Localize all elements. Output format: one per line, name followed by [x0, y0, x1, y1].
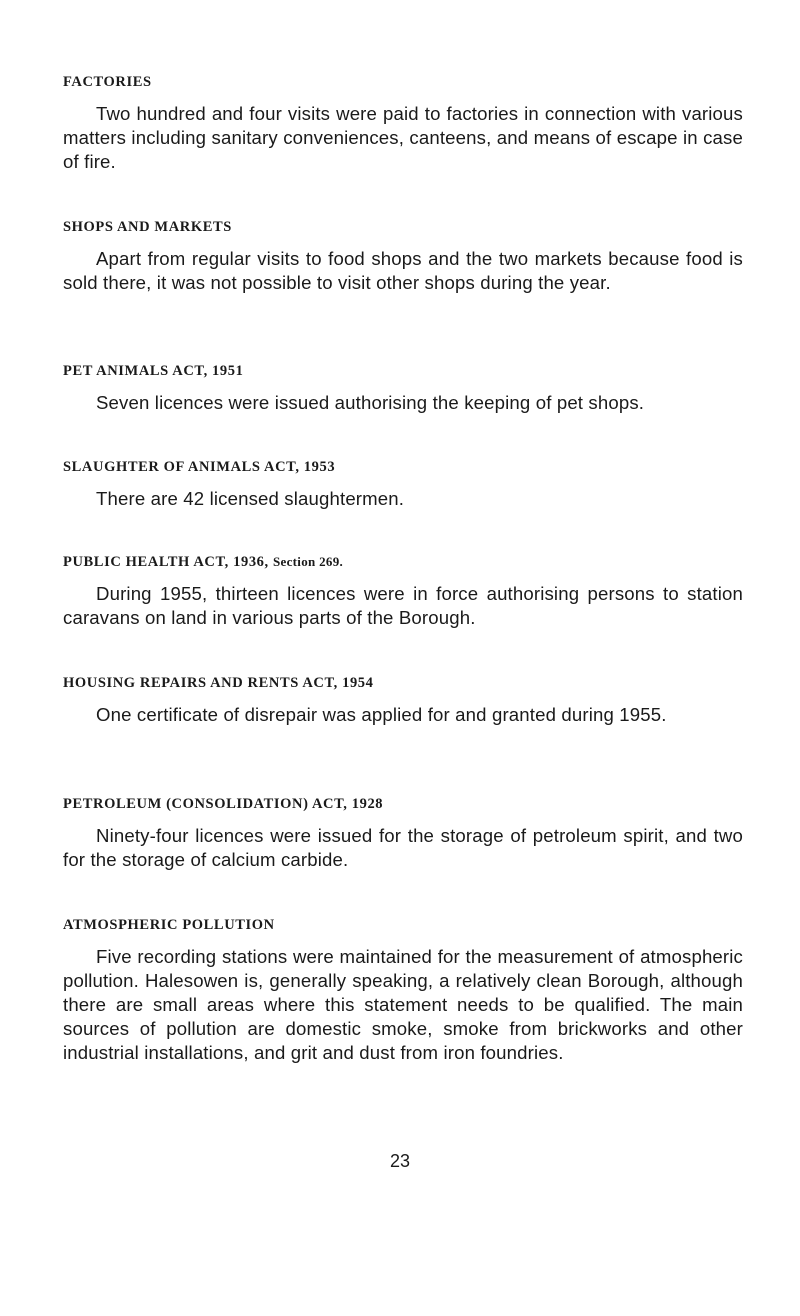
section-heading: SLAUGHTER OF ANIMALS ACT, 1953 [63, 459, 336, 475]
page-number: 23 [389, 1151, 411, 1171]
section-shops-and-markets [63, 218, 743, 295]
section-heading: FACTORIES [63, 74, 152, 90]
section-paragraph: Ninety-four licences were issued for the storage of petroleum spirit, and two for the storage of calcium carbide. [63, 825, 743, 870]
section-paragraph: Five recording stations were maintained for the measurement of atmospheric pollution. Halesowen is, generally speaking, a relatively clean Borough, although there are small areas where this statement needs to be qualified. The main sources of pollution are domestic smoke, smoke from brickworks and other industrial installations, and grit and dust from iron foundries. [63, 946, 743, 1063]
section-petroleum-consolidation-act [63, 795, 743, 872]
section-pet-animals-act [63, 362, 743, 415]
section-paragraph: There are 42 licensed slaughtermen. [96, 488, 405, 509]
section-heading: ATMOSPHERIC POLLUTION [63, 917, 275, 933]
section-heading [63, 553, 743, 571]
section-paragraph: During 1955, thirteen licences were in force authorising persons to station caravans on land in various parts of the Borough. [63, 583, 743, 628]
section-paragraph: Two hundred and four visits were paid to factories in connection with various matters including sanitary conveniences, canteens, and means of escape in case of fire. [63, 103, 743, 172]
section-atmospheric-pollution [63, 916, 743, 1065]
section-paragraph: Apart from regular visits to food shops and the two markets because food is sold there, it was not possible to visit other shops during the year. [63, 248, 743, 293]
section-heading: PET ANIMALS ACT, 1951 [63, 363, 244, 379]
section-public-health-act [63, 553, 743, 630]
section-slaughter-of-animals-act [63, 458, 743, 511]
heading-main: PUBLIC HEALTH ACT, 1936, [63, 554, 269, 570]
section-housing-repairs-and-rents-act [63, 674, 743, 727]
section-paragraph: Seven licences were issued authorising the keeping of pet shops. [96, 392, 645, 413]
section-factories [63, 73, 743, 174]
section-heading: PETROLEUM (CONSOLIDATION) ACT, 1928 [63, 796, 384, 812]
section-heading: HOUSING REPAIRS AND RENTS ACT, 1954 [63, 675, 374, 691]
section-paragraph: One certificate of disrepair was applied for and granted during 1955. [96, 704, 667, 725]
heading-sub: Section 269. [273, 554, 344, 569]
section-heading: SHOPS AND MARKETS [63, 219, 232, 235]
